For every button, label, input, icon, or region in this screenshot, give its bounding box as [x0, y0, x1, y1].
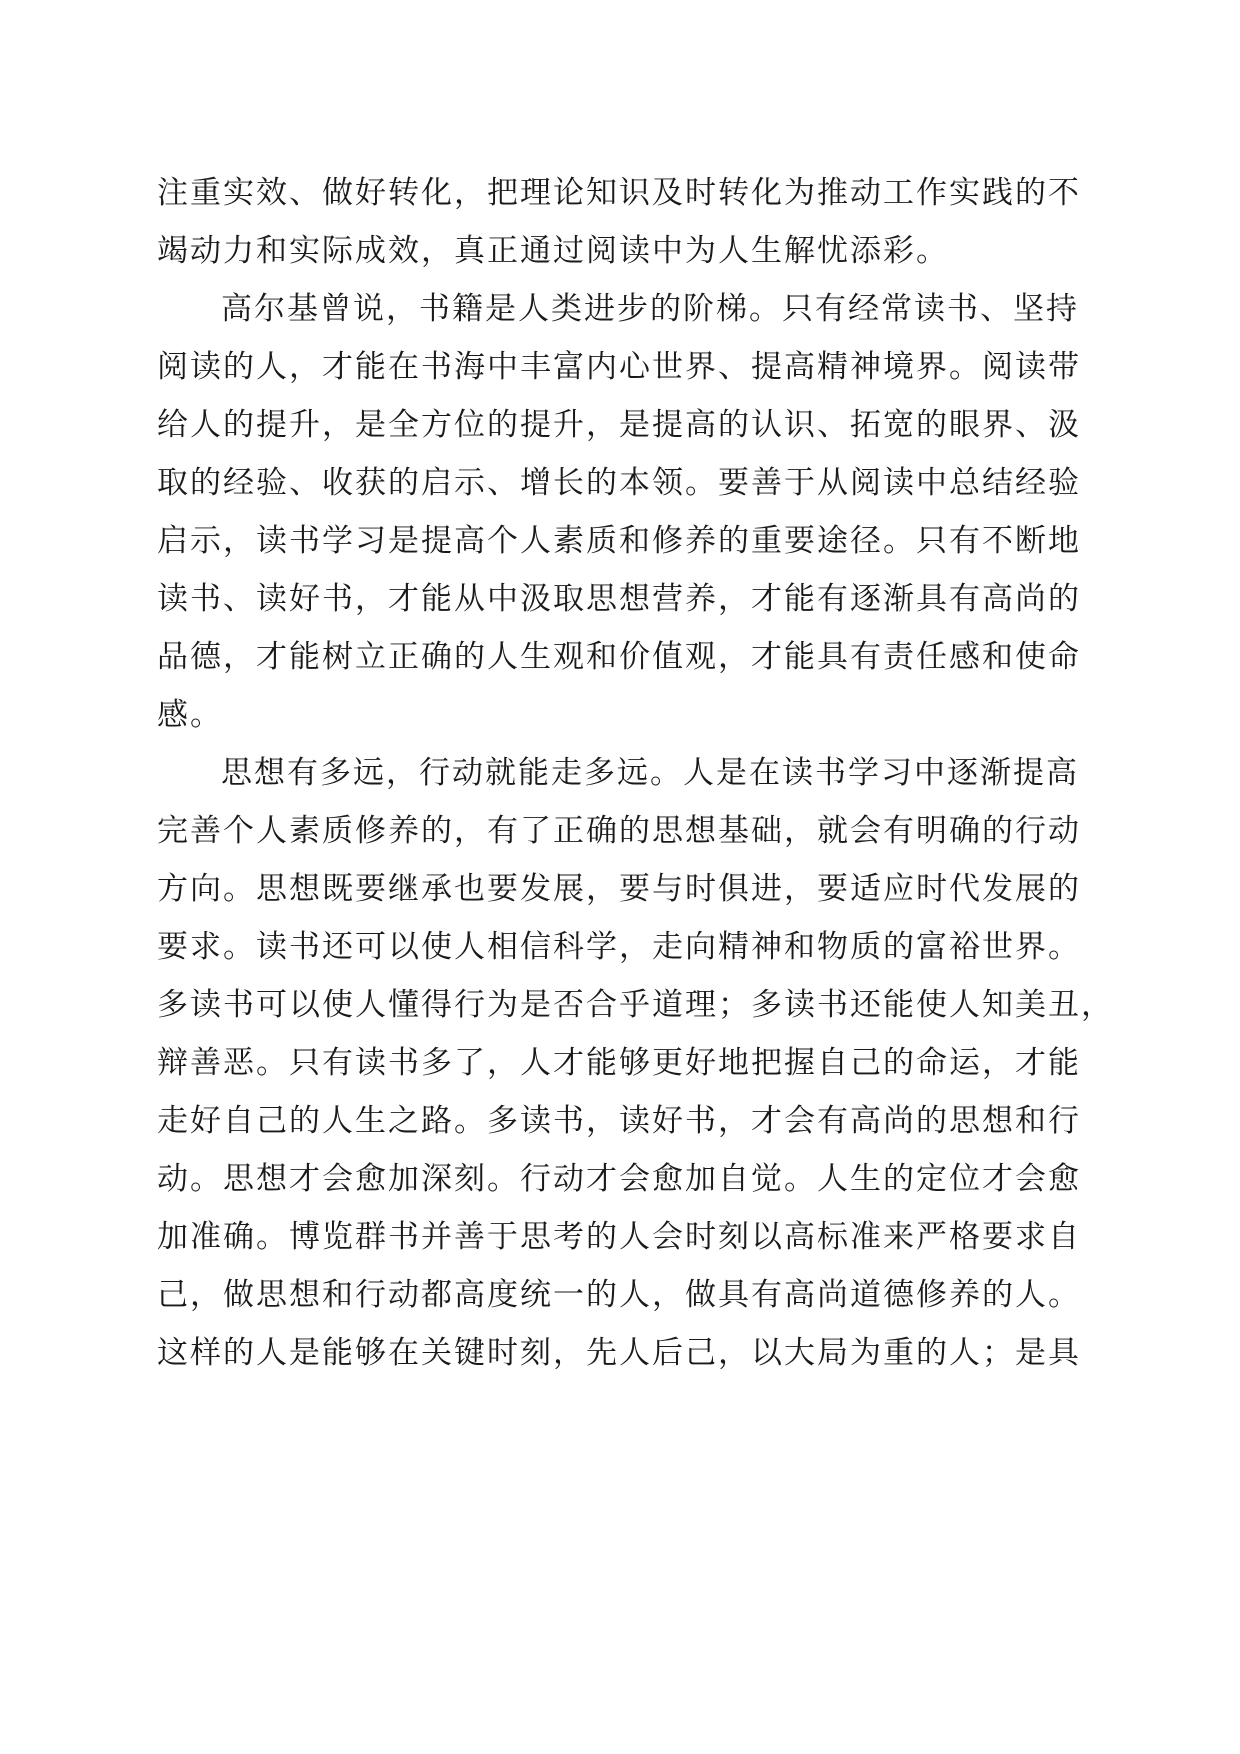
text-line: 己，做思想和行动都高度统一的人，做具有高尚道德修养的人。	[157, 1277, 1081, 1313]
text-line: 竭动力和实际成效，真正通过阅读中为人生解忧添彩。	[157, 233, 949, 269]
text-line: 品德，才能树立正确的人生观和价值观，才能具有责任感和使命	[157, 639, 1081, 675]
text-line: 要求。读书还可以使人相信科学，走向精神和物质的富裕世界。	[157, 929, 1081, 965]
text-line: 辩善恶。只有读书多了，人才能够更好地把握自己的命运，才能	[157, 1045, 1081, 1081]
text-line: 读书、读好书，才能从中汲取思想营养，才能有逐渐具有高尚的	[157, 581, 1081, 617]
paragraph-first-line: 高尔基曾说，书籍是人类进步的阶梯。只有经常读书、坚持	[221, 291, 1079, 327]
text-line: 动。思想才会愈加深刻。行动才会愈加自觉。人生的定位才会愈	[157, 1161, 1081, 1197]
text-line: 这样的人是能够在关键时刻，先人后己，以大局为重的人；是具	[157, 1335, 1081, 1371]
paragraph-first-line: 思想有多远，行动就能走多远。人是在读书学习中逐渐提高	[221, 755, 1079, 791]
text-line: 多读书可以使人懂得行为是否合乎道理；多读书还能使人知美丑，	[157, 987, 1114, 1023]
text-line: 给人的提升，是全方位的提升，是提高的认识、拓宽的眼界、汲	[157, 407, 1081, 443]
text-line: 方向。思想既要继承也要发展，要与时俱进，要适应时代发展的	[157, 871, 1081, 907]
text-line: 感。	[157, 697, 223, 733]
text-line: 加准确。博览群书并善于思考的人会时刻以高标准来严格要求自	[157, 1219, 1081, 1255]
text-line: 走好自己的人生之路。多读书，读好书，才会有高尚的思想和行	[157, 1103, 1081, 1139]
text-line: 启示，读书学习是提高个人素质和修养的重要途径。只有不断地	[157, 523, 1081, 559]
text-line: 注重实效、做好转化，把理论知识及时转化为推动工作实践的不	[157, 175, 1081, 211]
text-line: 完善个人素质修养的，有了正确的思想基础，就会有明确的行动	[157, 813, 1081, 849]
text-line: 取的经验、收获的启示、增长的本领。要善于从阅读中总结经验	[157, 465, 1081, 501]
text-line: 阅读的人，才能在书海中丰富内心世界、提高精神境界。阅读带	[157, 349, 1081, 385]
